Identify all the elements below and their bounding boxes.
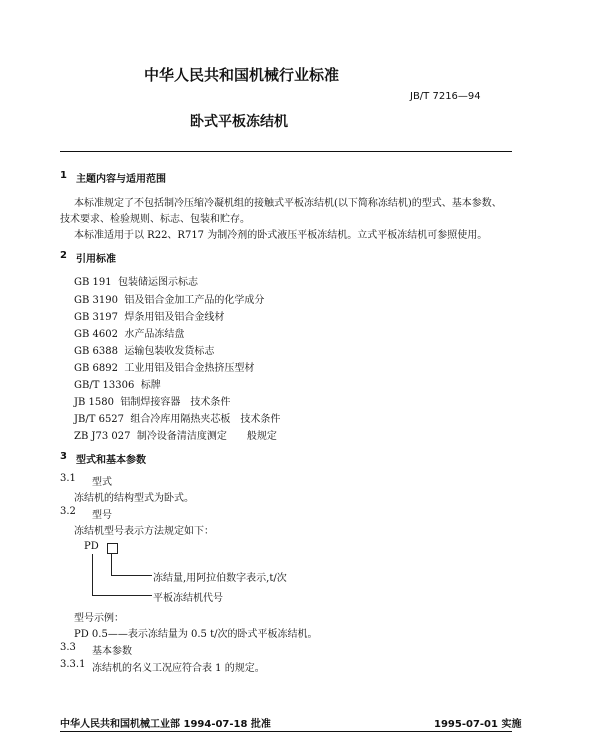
reference-title: 工业用铝及铝合金热挤压型材 xyxy=(124,363,255,374)
effective-date: 1995-07-01 实施 xyxy=(434,719,522,730)
label-capacity: 冻结量,用阿拉伯数字表示,t/次 xyxy=(153,573,287,584)
section-3-heading: 型式和基本参数 xyxy=(76,455,146,466)
model-capacity-box xyxy=(107,543,118,554)
reference-code: GB/T 13306 xyxy=(74,380,135,391)
section-3-2-number: 3.2 xyxy=(60,506,76,517)
reference-item xyxy=(74,308,224,323)
reference-title: 制冷设备清洁度测定 般规定 xyxy=(136,431,277,442)
label-model-code: 平板冻结机代号 xyxy=(153,593,223,604)
section-3-3-1-number: 3.3.1 xyxy=(60,659,86,670)
reference-item xyxy=(74,427,277,442)
reference-code: JB/T 6527 xyxy=(74,414,125,425)
reference-code: JB 1580 xyxy=(74,397,114,408)
capacity-leader-vertical xyxy=(111,554,112,576)
reference-item xyxy=(74,393,230,408)
header-rule xyxy=(60,151,512,152)
reference-item xyxy=(74,410,280,425)
section-2-heading: 引用标准 xyxy=(76,254,116,265)
reference-title: 铝制焊接容器 技术条件 xyxy=(120,397,231,408)
reference-code: GB 3190 xyxy=(74,295,118,306)
section-1-heading: 主题内容与适用范围 xyxy=(76,174,166,185)
reference-item xyxy=(74,273,198,288)
section-1-para-1-line-1: 本标准规定了不包括制冷压缩冷凝机组的接触式平板冻结机(以下简称冻结机)的型式、基本参数、 xyxy=(74,198,502,209)
section-3-number: 3 xyxy=(60,451,67,462)
reference-code: GB 191 xyxy=(74,277,112,288)
model-prefix: PD xyxy=(84,541,99,552)
reference-title: 标牌 xyxy=(140,380,161,391)
reference-title: 组合冷库用隔热夹芯板 技术条件 xyxy=(130,414,281,425)
reference-code: GB 4602 xyxy=(74,329,118,340)
section-3-3-number: 3.3 xyxy=(60,642,76,653)
reference-code: ZB J73 027 xyxy=(74,431,131,442)
reference-code: GB 3197 xyxy=(74,312,118,323)
code-leader-vertical xyxy=(92,554,93,596)
document-title: 卧式平板冻结机 xyxy=(190,114,288,130)
reference-code: GB 6388 xyxy=(74,346,118,357)
reference-title: 焊条用铝及铝合金线材 xyxy=(124,312,225,323)
reference-title: 包装储运图示标志 xyxy=(117,277,198,288)
section-3-1-text: 冻结机的结构型式为卧式。 xyxy=(74,493,194,504)
section-3-3-heading: 基本参数 xyxy=(92,646,132,657)
section-1-number: 1 xyxy=(60,170,67,181)
section-3-2-heading: 型号 xyxy=(92,510,112,521)
reference-item xyxy=(74,342,214,357)
reference-title: 运输包装收发货标志 xyxy=(124,346,215,357)
example-label: 型号示例： xyxy=(74,613,124,624)
section-3-2-text: 冻结机型号表示方法规定如下： xyxy=(74,526,214,537)
footer-rule xyxy=(60,731,512,732)
reference-item xyxy=(74,291,264,306)
reference-item xyxy=(74,376,161,391)
reference-item xyxy=(74,359,254,374)
approval-date: 中华人民共和国机械工业部 1994-07-18 批准 xyxy=(60,719,271,730)
standard-code: JB/T 7216—94 xyxy=(410,91,481,102)
reference-title: 水产品冻结盘 xyxy=(124,329,185,340)
reference-item xyxy=(74,325,184,340)
section-1-para-1-line-2: 技术要求、检验规则、标志、包装和贮存。 xyxy=(60,214,250,225)
section-2-number: 2 xyxy=(60,250,67,261)
reference-title: 铝及铝合金加工产品的化学成分 xyxy=(124,295,265,306)
example-text: PD 0.5——表示冻结量为 0.5 t/次的卧式平板冻结机。 xyxy=(74,629,318,640)
section-3-1-number: 3.1 xyxy=(60,473,76,484)
section-3-3-1-text: 冻结机的名义工况应符合表 1 的规定。 xyxy=(92,663,265,674)
section-3-1-heading: 型式 xyxy=(92,477,112,488)
reference-code: GB 6892 xyxy=(74,363,118,374)
capacity-leader-horizontal xyxy=(111,575,152,576)
section-1-para-2: 本标准适用于以 R22、R717 为制冷剂的卧式液压平板冻结机。立式平板冻结机可参照使用。 xyxy=(74,230,488,241)
issuer-title: 中华人民共和国机械行业标准 xyxy=(144,66,340,84)
code-leader-horizontal xyxy=(92,595,152,596)
